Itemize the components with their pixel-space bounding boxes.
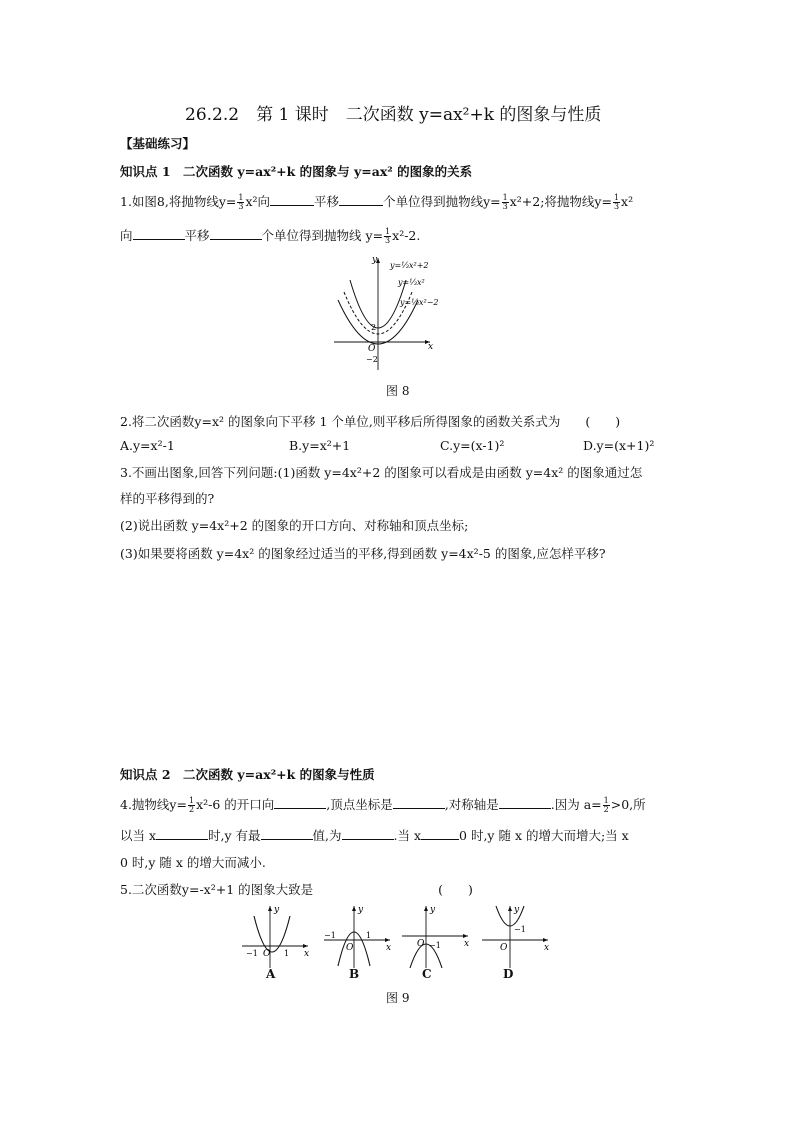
answer-blank[interactable]	[261, 829, 313, 840]
question-4-line-3: 0 时,y 随 x 的增大而减小.	[120, 855, 266, 870]
q4-text: 时,y 有最	[208, 828, 261, 843]
fraction: $\frac{1}{3}$	[238, 193, 244, 211]
answer-blank[interactable]	[342, 829, 394, 840]
q1-text: x²-2.	[392, 228, 421, 243]
option-label-b[interactable]: B	[349, 967, 360, 981]
question-3-line-2: 样的平移得到的?	[120, 491, 215, 506]
curve-label: y=⅓x²−2	[400, 298, 439, 307]
y-label: y	[372, 255, 378, 265]
q1-text: x²	[621, 194, 634, 209]
answer-blank[interactable]	[274, 798, 326, 809]
knowledge-point-2: 知识点 2 二次函数 y=ax²+k 的图象与性质	[120, 767, 375, 782]
q4-text: 以当 x	[120, 828, 157, 843]
option-a[interactable]: A.y=x²-1	[120, 438, 175, 453]
q1-text: 向	[120, 228, 133, 243]
knowledge-point-1: 知识点 1 二次函数 y=ax²+k 的图象与 y=ax² 的图象的关系	[120, 164, 473, 179]
fraction: $\frac{1}{3}$	[502, 193, 508, 211]
option-d[interactable]: D.y=(x+1)²	[583, 438, 655, 453]
answer-blank[interactable]	[499, 798, 551, 809]
origin-label: O	[263, 949, 271, 959]
x-label: x	[428, 342, 434, 352]
question-2-stem: 2.将二次函数y=x² 的图象向下平移 1 个单位,则平移后所得图象的函数关系式为 ( )	[120, 414, 621, 429]
figure-9-graph-a	[238, 902, 314, 972]
origin-label: O	[368, 344, 376, 354]
q4-text: ,顶点坐标是	[326, 797, 393, 812]
fraction: $\frac{1}{3}$	[385, 227, 391, 245]
y-axis-arrow-icon	[352, 906, 356, 911]
q4-text: ,对称轴是	[444, 797, 499, 812]
option-label-c[interactable]: C	[422, 967, 432, 981]
origin-label: O	[346, 943, 354, 953]
parabola	[254, 916, 290, 952]
y-label: y	[514, 905, 520, 915]
answer-blank[interactable]	[156, 829, 208, 840]
answer-blank[interactable]	[339, 195, 383, 206]
question-5-stem: 5.二次函数y=-x²+1 的图象大致是 ( )	[120, 882, 473, 897]
y-label: y	[430, 905, 436, 915]
question-1-line-2	[120, 226, 420, 245]
q4-text: 值,为	[312, 828, 342, 843]
option-b[interactable]: B.y=x²+1	[289, 438, 351, 453]
question-1-line-1	[120, 192, 633, 211]
y-axis-arrow-icon	[424, 906, 428, 911]
q4-text: 4.抛物线y=	[120, 797, 187, 812]
question-3-line-1: 3.不画出图象,回答下列问题:(1)函数 y=4x²+2 的图象可以看成是由函数 y=4x² 的图象通过怎	[120, 465, 643, 480]
x-axis-arrow-icon	[543, 938, 548, 942]
y-axis-arrow-icon	[268, 906, 272, 911]
tick-label: −2	[366, 355, 378, 364]
question-4-line-2	[120, 826, 629, 844]
x-axis-arrow-icon	[303, 944, 308, 948]
y-label: y	[274, 905, 280, 915]
curve-label: y=⅓x²+2	[390, 261, 429, 270]
fraction: $\frac{1}{2}$	[188, 796, 195, 814]
x-axis-arrow-icon	[463, 934, 468, 938]
tick-label: −1	[514, 925, 526, 934]
q1-text: 1.如图8,将抛物线y=	[120, 194, 237, 209]
q4-text: 0 时,y 随 x 的增大而增大;当 x	[459, 828, 629, 843]
figure-8-graph	[330, 252, 470, 376]
q4-text: >0,所	[610, 797, 646, 812]
y-axis-arrow-icon	[508, 906, 512, 911]
option-c[interactable]: C.y=(x-1)²	[440, 438, 505, 453]
tick-label: 1	[366, 931, 372, 940]
x-label: x	[386, 943, 392, 953]
figure-8-caption: 图 8	[386, 384, 410, 398]
answer-blank[interactable]	[393, 798, 445, 809]
q1-text: x²+2;将抛物线y=	[509, 194, 612, 209]
option-label-d[interactable]: D	[503, 967, 514, 981]
figure-9-graph-b	[320, 902, 396, 972]
origin-label: O	[417, 939, 425, 949]
x-label: x	[544, 943, 550, 953]
answer-blank[interactable]	[210, 229, 262, 240]
x-label: x	[464, 939, 470, 949]
figure-9-graph-d	[478, 902, 554, 972]
curve-label: y=⅓x²	[398, 278, 425, 287]
figure-9-graph-c	[398, 902, 474, 972]
question-3-part-2: (2)说出函数 y=4x²+2 的图象的开口方向、对称轴和顶点坐标;	[120, 518, 469, 533]
x-label: x	[304, 949, 310, 959]
q4-text: .当 x	[393, 828, 422, 843]
answer-blank[interactable]	[421, 829, 459, 840]
section-heading: 【基础练习】	[120, 136, 196, 151]
fraction: $\frac{1}{3}$	[613, 193, 620, 211]
q4-text: x²-6 的开口向	[196, 797, 275, 812]
figure-9-caption: 图 9	[386, 991, 410, 1005]
tick-label: −1	[429, 941, 441, 950]
tick-label: 2	[371, 323, 377, 332]
tick-label: −1	[324, 931, 336, 940]
option-label-a[interactable]: A	[266, 967, 276, 981]
tick-label: −1	[246, 949, 258, 958]
q1-text: 平移	[314, 194, 340, 209]
q1-text: 个单位得到抛物线 y=	[261, 228, 384, 243]
answer-blank[interactable]	[270, 195, 314, 206]
tick-label: 1	[284, 949, 290, 958]
page-title: 26.2.2 第 1 课时 二次函数 y=ax²+k 的图象与性质	[185, 105, 602, 125]
question-3-part-3: (3)如果要将函数 y=4x² 的图象经过适当的平移,得到函数 y=4x²-5 的图象,应怎样平移?	[120, 546, 606, 561]
fraction: $\frac{1}{2}$	[603, 796, 609, 814]
q1-text: 平移	[184, 228, 210, 243]
q1-text: 个单位得到抛物线y=	[383, 194, 501, 209]
answer-blank[interactable]	[133, 229, 185, 240]
q1-text: x²向	[245, 194, 271, 209]
y-label: y	[358, 905, 364, 915]
q4-text: .因为 a=	[550, 797, 602, 812]
question-4-line-1	[120, 795, 646, 814]
origin-label: O	[500, 943, 508, 953]
x-axis-arrow-icon	[385, 938, 390, 942]
